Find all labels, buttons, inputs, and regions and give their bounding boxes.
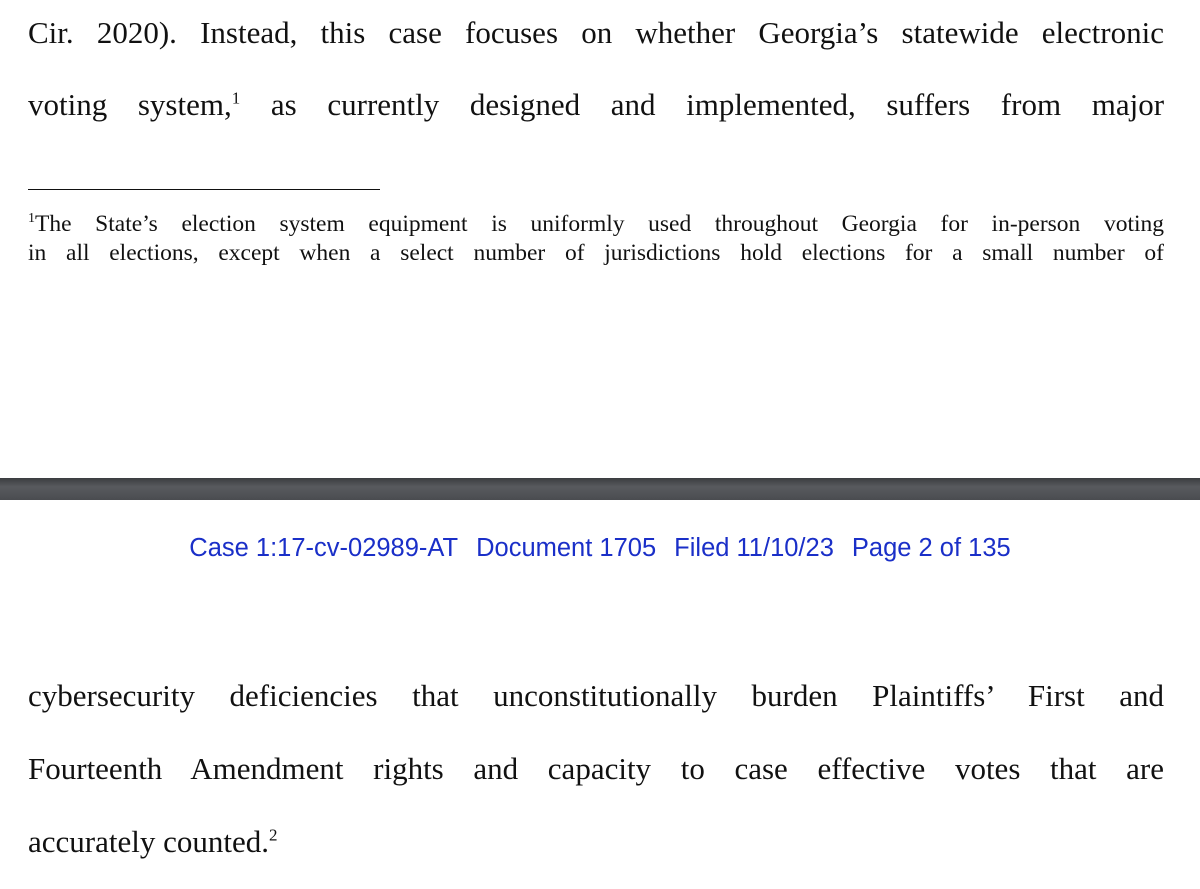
body-text-segment: accurately counted.	[28, 824, 269, 859]
body-text-segment: as currently designed and implemented, suffers from major	[270, 87, 1165, 122]
body-text-line: cybersecurity deficiencies that unconstitutionally burden Plaintiffs’ First and	[28, 678, 1164, 713]
footnote-reference[interactable]: 1	[231, 88, 241, 108]
footnote-reference[interactable]: 2	[268, 825, 278, 845]
filed-date: Filed 11/10/23	[674, 534, 834, 562]
footnote-text-segment: The State’s election system equipment is uniformly used throughout Georgia for in-person voting	[35, 211, 1164, 237]
body-text-segment: voting system,	[28, 87, 232, 122]
footnote-text-line: in all elections, except when a select number of jurisdictions hold elections for a small number of	[28, 240, 1164, 266]
body-text-line: Fourteenth Amendment rights and capacity to case effective votes that are	[28, 751, 1164, 786]
footnote-number: 1	[28, 211, 35, 227]
page-separator	[0, 478, 1200, 500]
body-text-line	[28, 85, 1164, 125]
case-header-stamp	[0, 528, 1200, 568]
case-number: Case 1:17-cv-02989-AT	[189, 534, 459, 562]
footnote-separator	[28, 189, 380, 190]
page-indicator: Page 2 of 135	[851, 534, 1011, 562]
body-text-line: Cir. 2020). Instead, this case focuses on whether Georgia’s statewide electronic	[28, 15, 1164, 50]
document-number: Document 1705	[476, 534, 657, 562]
footnote-text-line	[28, 209, 1164, 239]
body-text-line	[28, 822, 1164, 862]
